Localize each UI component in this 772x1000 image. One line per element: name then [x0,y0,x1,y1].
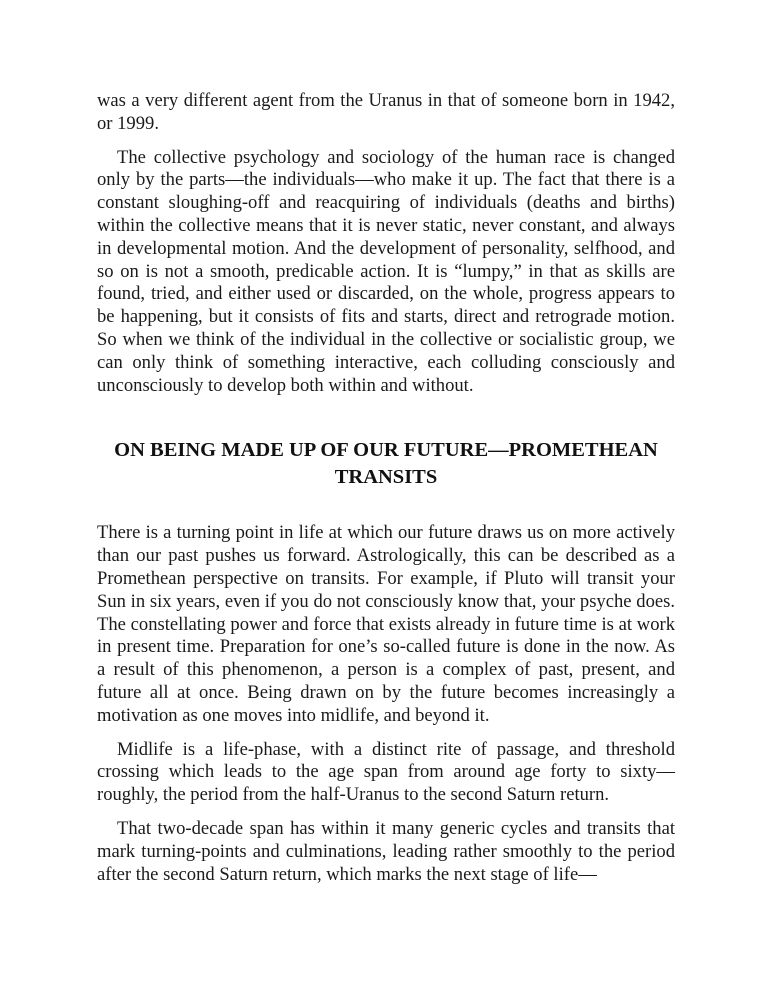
document-page [97,90,675,886]
paragraph-collective-psychology: The collective psychology and sociology of the human race is changed only by the parts—the individuals—who make it up. The fact that there is a constant sloughing-off and reacquiring of individuals (deaths and births) within the collective means that it is never static, never constant, and always in developmental motion. And the development of personality, selfhood, and so on is not a smooth, predicable action. It is “lumpy,” in that as skills are found, tried, and either used or discarded, on the whole, progress appears to be happening, but it consists of fits and starts, direct and retrograde motion. So when we think of the individual in the collective or socialistic group, we can only think of something interactive, each colluding consciously and unconsciously to develop both within and without. [97,146,675,396]
section-heading-wrapper [97,437,675,491]
paragraph-turning-point: There is a turning point in life at which our future draws us on more actively than our past pushes us forward. Astrologically, this can be described as a Promethean perspective on transits. For example, if Pluto will transit your Sun in six years, even if you do not consciously know that, your psyche does. The constellating power and force that exists already in future time is at work in present time. Preparation for one’s so-called future is done in the now. As a result of this phenomenon, a person is a complex of past, present, and future all at once. Being drawn on by the future becomes increasingly a motivation as one moves into midlife, and beyond it. [97,522,675,726]
paragraph-continued: was a very different agent from the Uranus in that of someone born in 1942, or 1999. [97,90,675,134]
paragraph-two-decade-span: That two-decade span has within it many generic cycles and transits that mark turning-points and culminations, leading rather smoothly to the period after the second Saturn return, which marks the next stage of life— [97,817,675,885]
paragraph-midlife: Midlife is a life-phase, with a distinct rite of passage, and threshold crossing which leads to the age span from around age forty to sixty—roughly, the period from the half-Uranus to the second Saturn return. [97,738,675,806]
section-heading: ON BEING MADE UP OF OUR FUTURE—PROMETHEAN TRANSITS [114,439,658,489]
